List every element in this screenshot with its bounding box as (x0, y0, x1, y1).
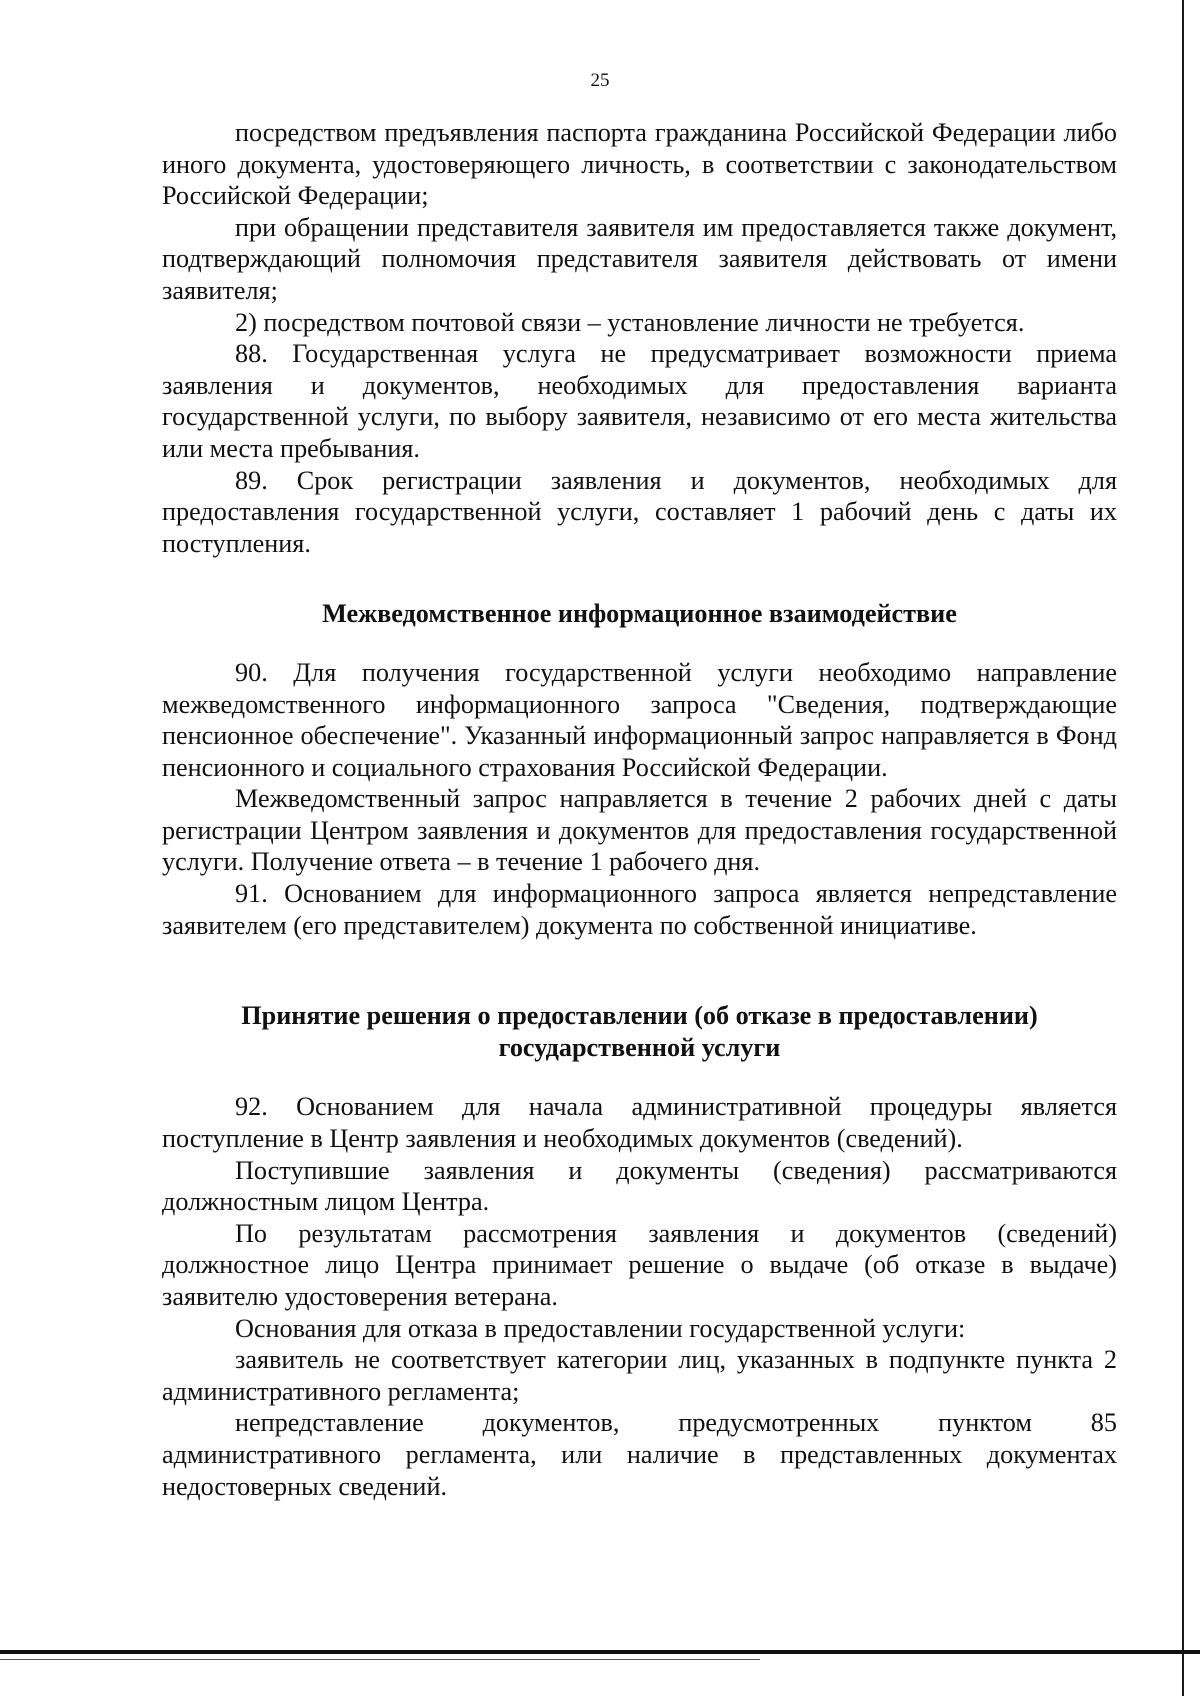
paragraph-postal: 2) посредством почтовой связи – установление личности не требуется. (235, 307, 1025, 337)
paragraph-89: 89. Срок регистрации заявления и документов, необходимых для предоставления государственной услуги, составляет 1 рабочий день с даты их поступления. (162, 465, 1117, 558)
section-heading-decision-line-2: государственной услуги (498, 1032, 781, 1062)
paragraph-88: 88. Государственная услуга не предусматривает возможности приема заявления и документов, необходимых для предоставления варианта государственной услуги, по выбору заявителя, независимо от его места жительства или места пребывания. (162, 339, 1117, 463)
scan-bottom-edge-thin (0, 1659, 760, 1660)
paragraph-decision: По результатам рассмотрения заявления и документов (сведений) должностное лицо Центра принимает решение о выдаче (об отказе в выдаче) заявителю удостоверения ветерана. (162, 1218, 1117, 1311)
page-number: 25 (590, 70, 610, 91)
paragraph-refusal-grounds: Основания для отказа в предоставлении государственной услуги: (235, 1313, 966, 1343)
paragraph-91: 91. Основанием для информационного запроса является непредставление заявителем (его представителем) документа по собственной инициативе. (162, 879, 1117, 940)
paragraph-missing-documents: непредставление документов, предусмотренных пунктом 85 административного регламента, или наличие в представленных документах недостоверных сведений. (162, 1408, 1117, 1501)
paragraph-passport: посредством предъявления паспорта гражданина Российской Федерации либо иного документа, удостоверяющего личность, в соответствии с законодательством Российской Федерации; (162, 118, 1117, 211)
paragraph-review: Поступившие заявления и документы (сведения) рассматриваются должностным лицом Центра. (162, 1155, 1117, 1217)
paragraph-92: 92. Основанием для начала административной процедуры является поступление в Центр заявления и необходимых документов (сведений). (162, 1092, 1117, 1154)
section-heading-interagency: Межведомственное информационное взаимодействие (322, 599, 957, 629)
paragraph-90: 90. Для получения государственной услуги необходимо направление межведомственного информационного запроса "Сведения, подтверждающие пенсионное обеспечение". Указанный информационный запрос направляется в Фонд пенсионного и социального страхования Российской Федерации. (162, 657, 1117, 782)
paragraph-interagency-request: Межведомственный запрос направляется в течение 2 рабочих дней с даты регистрации Центром заявления и документов для предоставления государственной услуги. Получение ответа – в течение 1 рабочего дня. (162, 784, 1117, 877)
paragraph-representative: при обращении представителя заявителя им предоставляется также документ, подтверждающий полномочия представителя заявителя действовать от имени заявителя; (162, 212, 1117, 305)
paragraph-category-mismatch: заявитель не соответствует категории лиц, указанных в подпункте пункта 2 административного регламента; (162, 1345, 1117, 1406)
scan-bottom-edge (0, 1650, 1200, 1654)
section-heading-decision-line-1: Принятие решения о предоставлении (об отказе в предоставлении) (241, 1001, 1038, 1031)
scan-right-edge (1182, 0, 1184, 1696)
document-body (162, 117, 1117, 1502)
